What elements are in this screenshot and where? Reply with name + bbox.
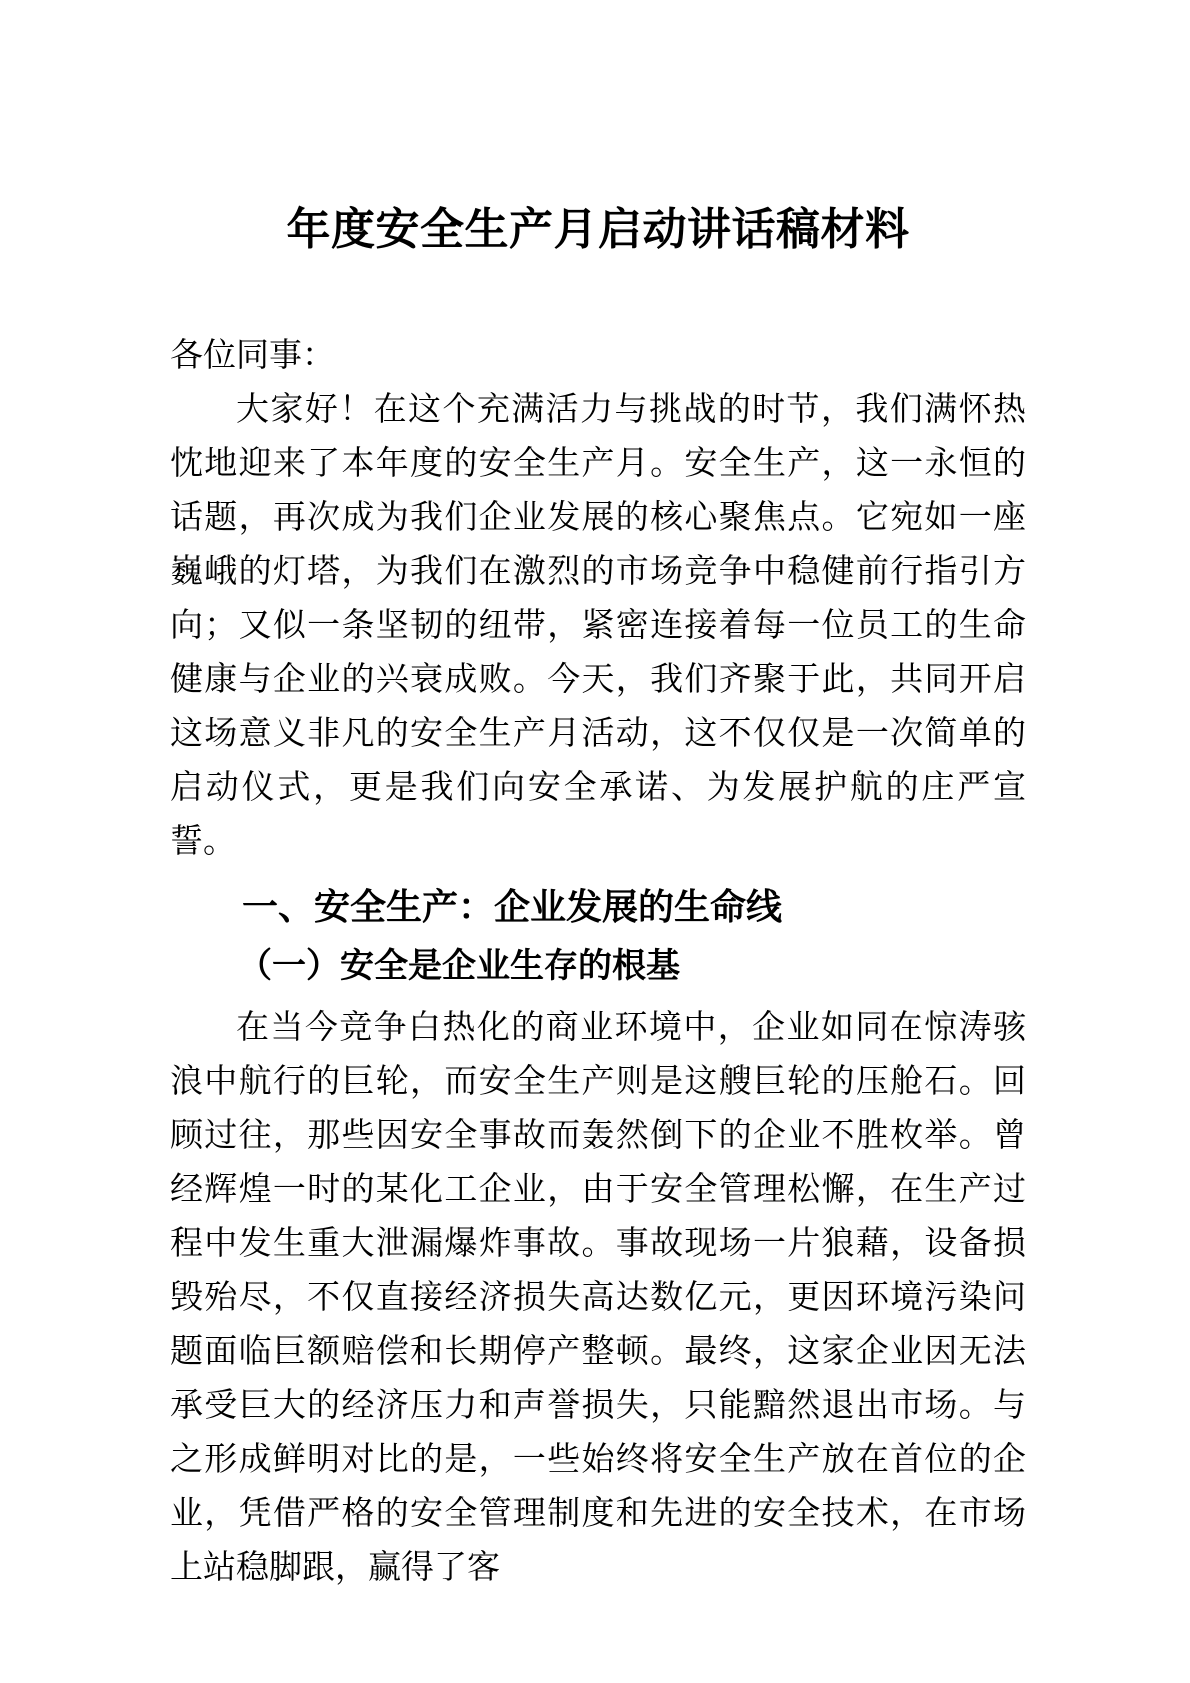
salutation-line: 各位同事：	[170, 338, 335, 374]
document-title: 年度安全生产月启动讲话稿材料	[286, 205, 910, 254]
section-heading-1: 一、安全生产：企业发展的生命线	[242, 886, 783, 927]
body-paragraph: 在当今竞争白热化的商业环境中，企业如同在惊涛骇浪中航行的巨轮，而安全生产则是这艘巨轮的压舱石。回顾过往，那些因安全事故而轰然倒下的企业不胜枚举。曾经辉煌一时的某化工企业，由于安全管理松懈，在生产过程中发生重大泄漏爆炸事故。事故现场一片狼藉，设备损毁殆尽，不仅直接经济损失高达数亿元，更因环境污染问题面临巨额赔偿和长期停产整顿。最终，这家企业因无法承受巨大的经济压力和声誉损失，只能黯然退出市场。与之形成鲜明对比的是，一些始终将安全生产放在首位的企业，凭借严格的安全管理制度和先进的安全技术，在市场上站稳脚跟，赢得了客	[170, 1010, 1026, 1586]
opening-paragraph: 大家好！在这个充满活力与挑战的时节，我们满怀热忱地迎来了本年度的安全生产月。安全生产，这一永恒的话题，再次成为我们企业发展的核心聚焦点。它宛如一座巍峨的灯塔，为我们在激烈的市场竞争中稳健前行指引方向；又似一条坚韧的纽带，紧密连接着每一位员工的生命健康与企业的兴衰成败。今天，我们齐聚于此，共同开启这场意义非凡的安全生产月活动，这不仅仅是一次简单的启动仪式，更是我们向安全承诺、为发展护航的庄严宣誓。	[170, 392, 1026, 860]
subsection-heading-1-1: （一）安全是企业生存的根基	[238, 948, 680, 985]
